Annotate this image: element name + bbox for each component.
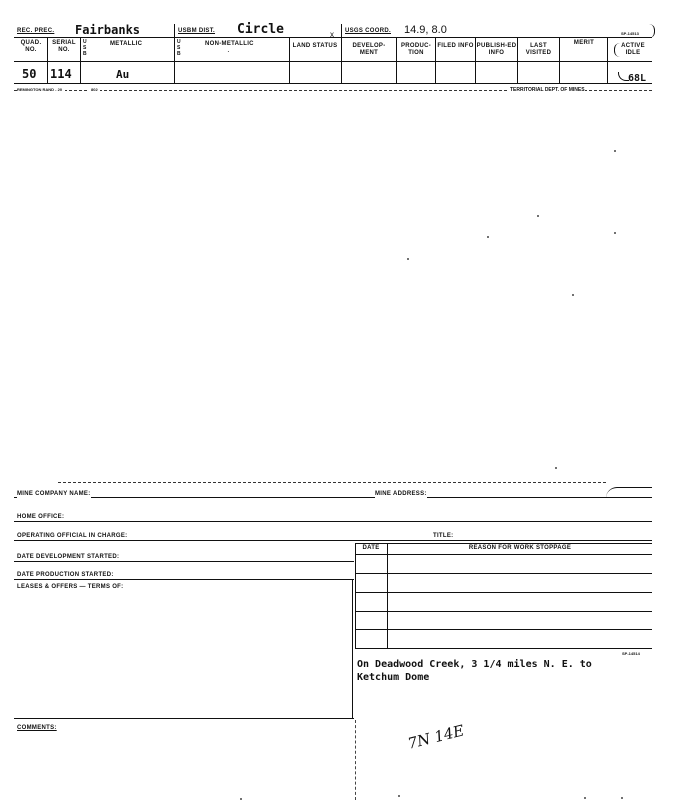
- col-nonmetallic-dot: ·: [227, 47, 230, 56]
- stoppage-date-divider: [387, 543, 388, 649]
- territorial-dept: TERRITORIAL DEPT. OF MINES: [507, 87, 585, 93]
- operating-official-label: OPERATING OFFICIAL IN CHARGE:: [17, 533, 128, 539]
- stoppage-row-rule: [355, 629, 652, 630]
- speck: [398, 795, 400, 797]
- mine-address-label: MINE ADDRESS:: [375, 491, 427, 497]
- usbm-dist-value: Circle: [237, 22, 284, 37]
- x-mark: x: [330, 30, 334, 39]
- location-note-line-1: On Deadwood Creek, 3 1/4 miles N. E. to: [357, 659, 592, 670]
- stoppage-table-top-rule: [355, 543, 652, 544]
- handwritten-township: 7N 14E: [405, 721, 466, 753]
- speck: [240, 798, 242, 800]
- usgs-coord-value: 14.9, 8.0: [404, 24, 447, 36]
- divider-visited: [559, 38, 560, 83]
- home-office-rule: [14, 521, 652, 522]
- col-production: PRODUC-TION: [400, 43, 432, 56]
- col-development: DEVELOP-MENT: [352, 43, 386, 56]
- development-rule: [14, 561, 354, 562]
- speck: [407, 258, 409, 260]
- record-row-rule: [14, 83, 652, 84]
- printer-mark: REMINGTON RAND - 20: [17, 87, 65, 92]
- col-filed-info: FILED INFO: [437, 43, 474, 49]
- comments-rule: [14, 718, 354, 719]
- speck: [614, 232, 616, 234]
- production-rule: [14, 579, 354, 580]
- operating-official-rule: [14, 540, 652, 541]
- speck: [621, 797, 623, 799]
- comments-label: COMMENTS:: [17, 725, 57, 731]
- speck: [537, 215, 539, 217]
- col-land-status: LAND STATUS: [292, 43, 338, 49]
- printer-code: 802: [91, 87, 98, 92]
- speck: [584, 797, 586, 799]
- mine-company-name-label: MINE COMPANY NAME:: [17, 491, 91, 497]
- stoppage-reason-header: REASON FOR WORK STOPPAGE: [468, 545, 572, 551]
- stoppage-row-rule: [355, 611, 652, 612]
- stoppage-row-rule: [355, 648, 652, 649]
- comments-dashed-divider: [355, 720, 356, 800]
- stoppage-row-rule: [355, 573, 652, 574]
- col-nonmetallic: NON-METALLIC: [205, 41, 254, 47]
- record-quad-no: 50: [22, 67, 37, 81]
- stoppage-header-rule: [355, 554, 652, 555]
- lower-corner-curve: [606, 487, 652, 498]
- speck: [555, 467, 557, 469]
- record-serial-no: 114: [50, 67, 72, 81]
- home-office-label: HOME OFFICE:: [17, 514, 65, 520]
- usbm-dist-label: USBM DIST.: [178, 28, 216, 34]
- rec-prec-value: Fairbanks: [75, 23, 141, 37]
- record-status-mark: 68L: [628, 73, 647, 84]
- divider-usgs: [341, 24, 342, 83]
- corner-bracket-top: [648, 24, 655, 38]
- stoppage-row-rule: [355, 592, 652, 593]
- form-number-top: SP-14513: [621, 31, 639, 36]
- stoppage-date-header: DATE: [362, 545, 380, 551]
- usgs-coord-label: USGS COORD.: [345, 28, 391, 34]
- divider-merit: [607, 38, 608, 83]
- form-number-bottom: SP-14514: [622, 651, 640, 656]
- col-published-info: PUBLISH-ED INFO: [476, 43, 517, 56]
- title-label: TITLE:: [433, 533, 454, 539]
- col-serial-no: SERIAL NO.: [52, 40, 76, 53]
- date-production-started-label: DATE PRODUCTION STARTED:: [17, 572, 114, 578]
- stoppage-left-border: [355, 543, 356, 649]
- col-merit: MERIT: [573, 40, 595, 46]
- col-usb-nonmetallic-prefix: U S B: [177, 39, 181, 57]
- col-metallic: METALLIC: [110, 41, 143, 47]
- leases-offers-label: LEASES & OFFERS — TERMS OF:: [17, 584, 124, 590]
- speck: [614, 150, 616, 152]
- record-metallic: Au: [116, 68, 130, 81]
- lower-card-top-dashed: [58, 482, 606, 483]
- speck: [572, 294, 574, 296]
- col-active-idle: ACTIVE IDLE: [614, 43, 651, 57]
- divider-usbm: [174, 24, 175, 83]
- col-quad-no: QUAD. NO.: [20, 40, 42, 53]
- speck: [487, 236, 489, 238]
- divider-serial: [80, 38, 81, 83]
- column-header-rule: [14, 61, 652, 62]
- leases-box-right-border: [352, 579, 353, 718]
- company-rule: [14, 497, 652, 498]
- col-usb-metallic-prefix: U S B: [83, 39, 87, 57]
- location-note-line-2: Ketchum Dome: [357, 672, 430, 683]
- divider-land: [289, 38, 290, 83]
- col-last-visited: LAST VISITED: [525, 43, 552, 56]
- date-development-started-label: DATE DEVELOPMENT STARTED:: [17, 554, 120, 560]
- rec-prec-label: REC. PREC.: [17, 28, 55, 34]
